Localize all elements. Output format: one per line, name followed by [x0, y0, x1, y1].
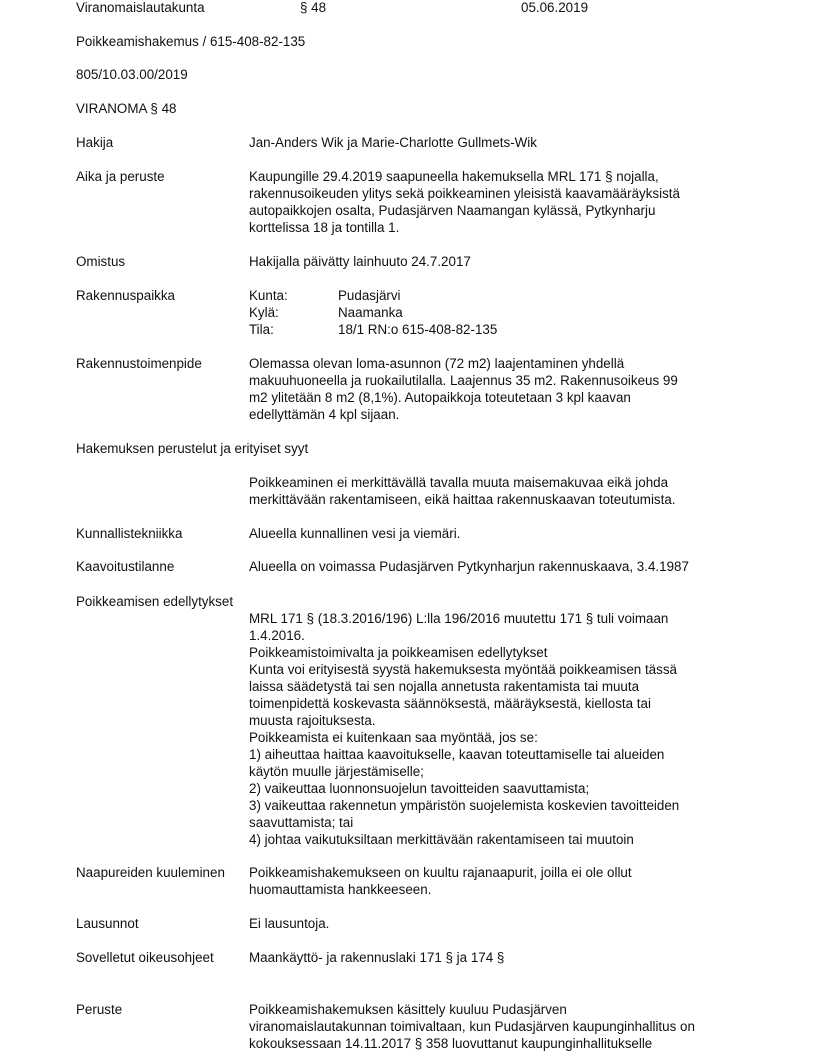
estate-key: Tila: [249, 322, 274, 337]
statements-value: Ei lausuntoja. [249, 916, 330, 931]
conditions-line: käytön muulle järjestämiselle; [249, 764, 424, 779]
basis-line: viranomaislautakunnan toimivaltaan, kun Pudasjärven kaupunginhallitus on [249, 1019, 695, 1034]
viranoma-section: VIRANOMA § 48 [76, 101, 177, 116]
meeting-date: 05.06.2019 [521, 0, 589, 15]
conditions-line: saavuttamista; tai [249, 815, 354, 830]
building-measure-label: Rakennustoimenpide [76, 356, 202, 371]
conditions-line: Poikkeamistoimivalta ja poikkeamisen edellytykset [249, 645, 548, 660]
subject-line: Poikkeamishakemus / 615-408-82-135 [76, 34, 306, 49]
time-basis-label: Aika ja peruste [76, 169, 165, 184]
section-number: § 48 [300, 0, 327, 15]
legal-rules-label: Sovelletut oikeusohjeet [76, 950, 214, 965]
building-measure-line: makuuhuoneella ja ruokailutilalla. Laajennus 35 m2. Rakennusoikeus 99 [249, 373, 678, 388]
basis-label: Peruste [76, 1002, 123, 1017]
estate-value: 18/1 RN:o 615-408-82-135 [338, 322, 498, 337]
time-basis-line: Kaupungille 29.4.2019 saapuneella hakemuksella MRL 171 § nojalla, [249, 169, 659, 184]
municipality-value: Pudasjärvi [338, 288, 401, 303]
municipality-key: Kunta: [249, 288, 288, 303]
building-measure-line: m2 ylitetään 8 m2 (8,1%). Autopaikkoja toteutetaan 3 kpl kaavan [249, 390, 631, 405]
basis-line: Poikkeamishakemuksen käsittely kuuluu Pudasjärven [249, 1002, 567, 1017]
applicant-value: Jan-Anders Wik ja Marie-Charlotte Gullmets-Wik [249, 135, 537, 150]
basis-line: kokouksessaan 14.11.2017 § 358 luovuttanut kaupunginhallitukselle [249, 1036, 653, 1051]
org-name: Viranomaislautakunta [76, 0, 205, 15]
grounds-line: Poikkeaminen ei merkittävällä tavalla muuta maisemakuvaa eikä johda [249, 475, 669, 490]
zoning-value: Alueella on voimassa Pudasjärven Pytkynharjun rakennuskaava, 3.4.1987 [249, 559, 689, 574]
ownership-label: Omistus [76, 254, 126, 269]
conditions-line: 1.4.2016. [249, 628, 305, 643]
conditions-label: Poikkeamisen edellytykset [76, 594, 234, 609]
statements-label: Lausunnot [76, 916, 139, 931]
conditions-line: 4) johtaa vaikutuksiltaan merkittävään rakentamiseen tai muutoin [249, 832, 634, 847]
conditions-line: laissa säädetystä tai sen nojalla annetusta rakentamista tai muuta [249, 679, 640, 694]
grounds-line: merkittävään rakentamiseen, eikä haittaa rakennuskaavan toteutumista. [249, 492, 676, 507]
conditions-line: Poikkeamista ei kuitenkaan saa myöntää, jos se: [249, 730, 538, 745]
conditions-line: toimenpidettä koskevasta säännöksestä, määräyksestä, kiellosta tai [249, 696, 651, 711]
conditions-line: 1) aiheuttaa haittaa kaavoitukselle, kaavan toteuttamiselle tai alueiden [249, 747, 665, 762]
neighbours-line: huomauttamista hankkeeseen. [249, 882, 432, 897]
ownership-value: Hakijalla päivätty lainhuuto 24.7.2017 [249, 254, 471, 269]
village-key: Kylä: [249, 305, 279, 320]
neighbours-label: Naapureiden kuuleminen [76, 865, 225, 880]
applicant-label: Hakija [76, 135, 114, 150]
conditions-line: muusta rajoituksesta. [249, 713, 376, 728]
utilities-label: Kunnallistekniikka [76, 526, 183, 541]
utilities-value: Alueella kunnallinen vesi ja viemäri. [249, 526, 461, 541]
neighbours-line: Poikkeamishakemukseen on kuultu rajanaapurit, joilla ei ole ollut [249, 865, 632, 880]
conditions-line: MRL 171 § (18.3.2016/196) L:lla 196/2016 muutettu 171 § tuli voimaan [249, 611, 669, 626]
time-basis-line: korttelissa 18 ja tontilla 1. [249, 220, 400, 235]
village-value: Naamanka [338, 305, 403, 320]
grounds-label: Hakemuksen perustelut ja erityiset syyt [76, 441, 309, 456]
zoning-label: Kaavoitustilanne [76, 559, 175, 574]
conditions-line: 2) vaikeuttaa luonnonsuojelun tavoitteiden saavuttamista; [249, 781, 590, 796]
conditions-line: 3) vaikeuttaa rakennetun ympäristön suojelemista koskevien tavoitteiden [249, 798, 680, 813]
conditions-line: Kunta voi erityisestä syystä hakemuksesta myöntää poikkeamisen tässä [249, 662, 677, 677]
diary-number: 805/10.03.00/2019 [76, 67, 188, 82]
legal-rules-value: Maankäyttö- ja rakennuslaki 171 § ja 174 § [249, 950, 505, 965]
time-basis-line: autopaikkojen osalta, Pudasjärven Naamangan kylässä, Pytkynharju [249, 203, 656, 218]
building-site-label: Rakennuspaikka [76, 288, 176, 303]
time-basis-line: rakennusoikeuden ylitys sekä poikkeaminen yleisistä kaavamääräyksistä [249, 186, 680, 201]
building-measure-line: Olemassa olevan loma-asunnon (72 m2) laajentaminen yhdellä [249, 356, 625, 371]
building-measure-line: edellyttämän 4 kpl sijaan. [249, 407, 400, 422]
